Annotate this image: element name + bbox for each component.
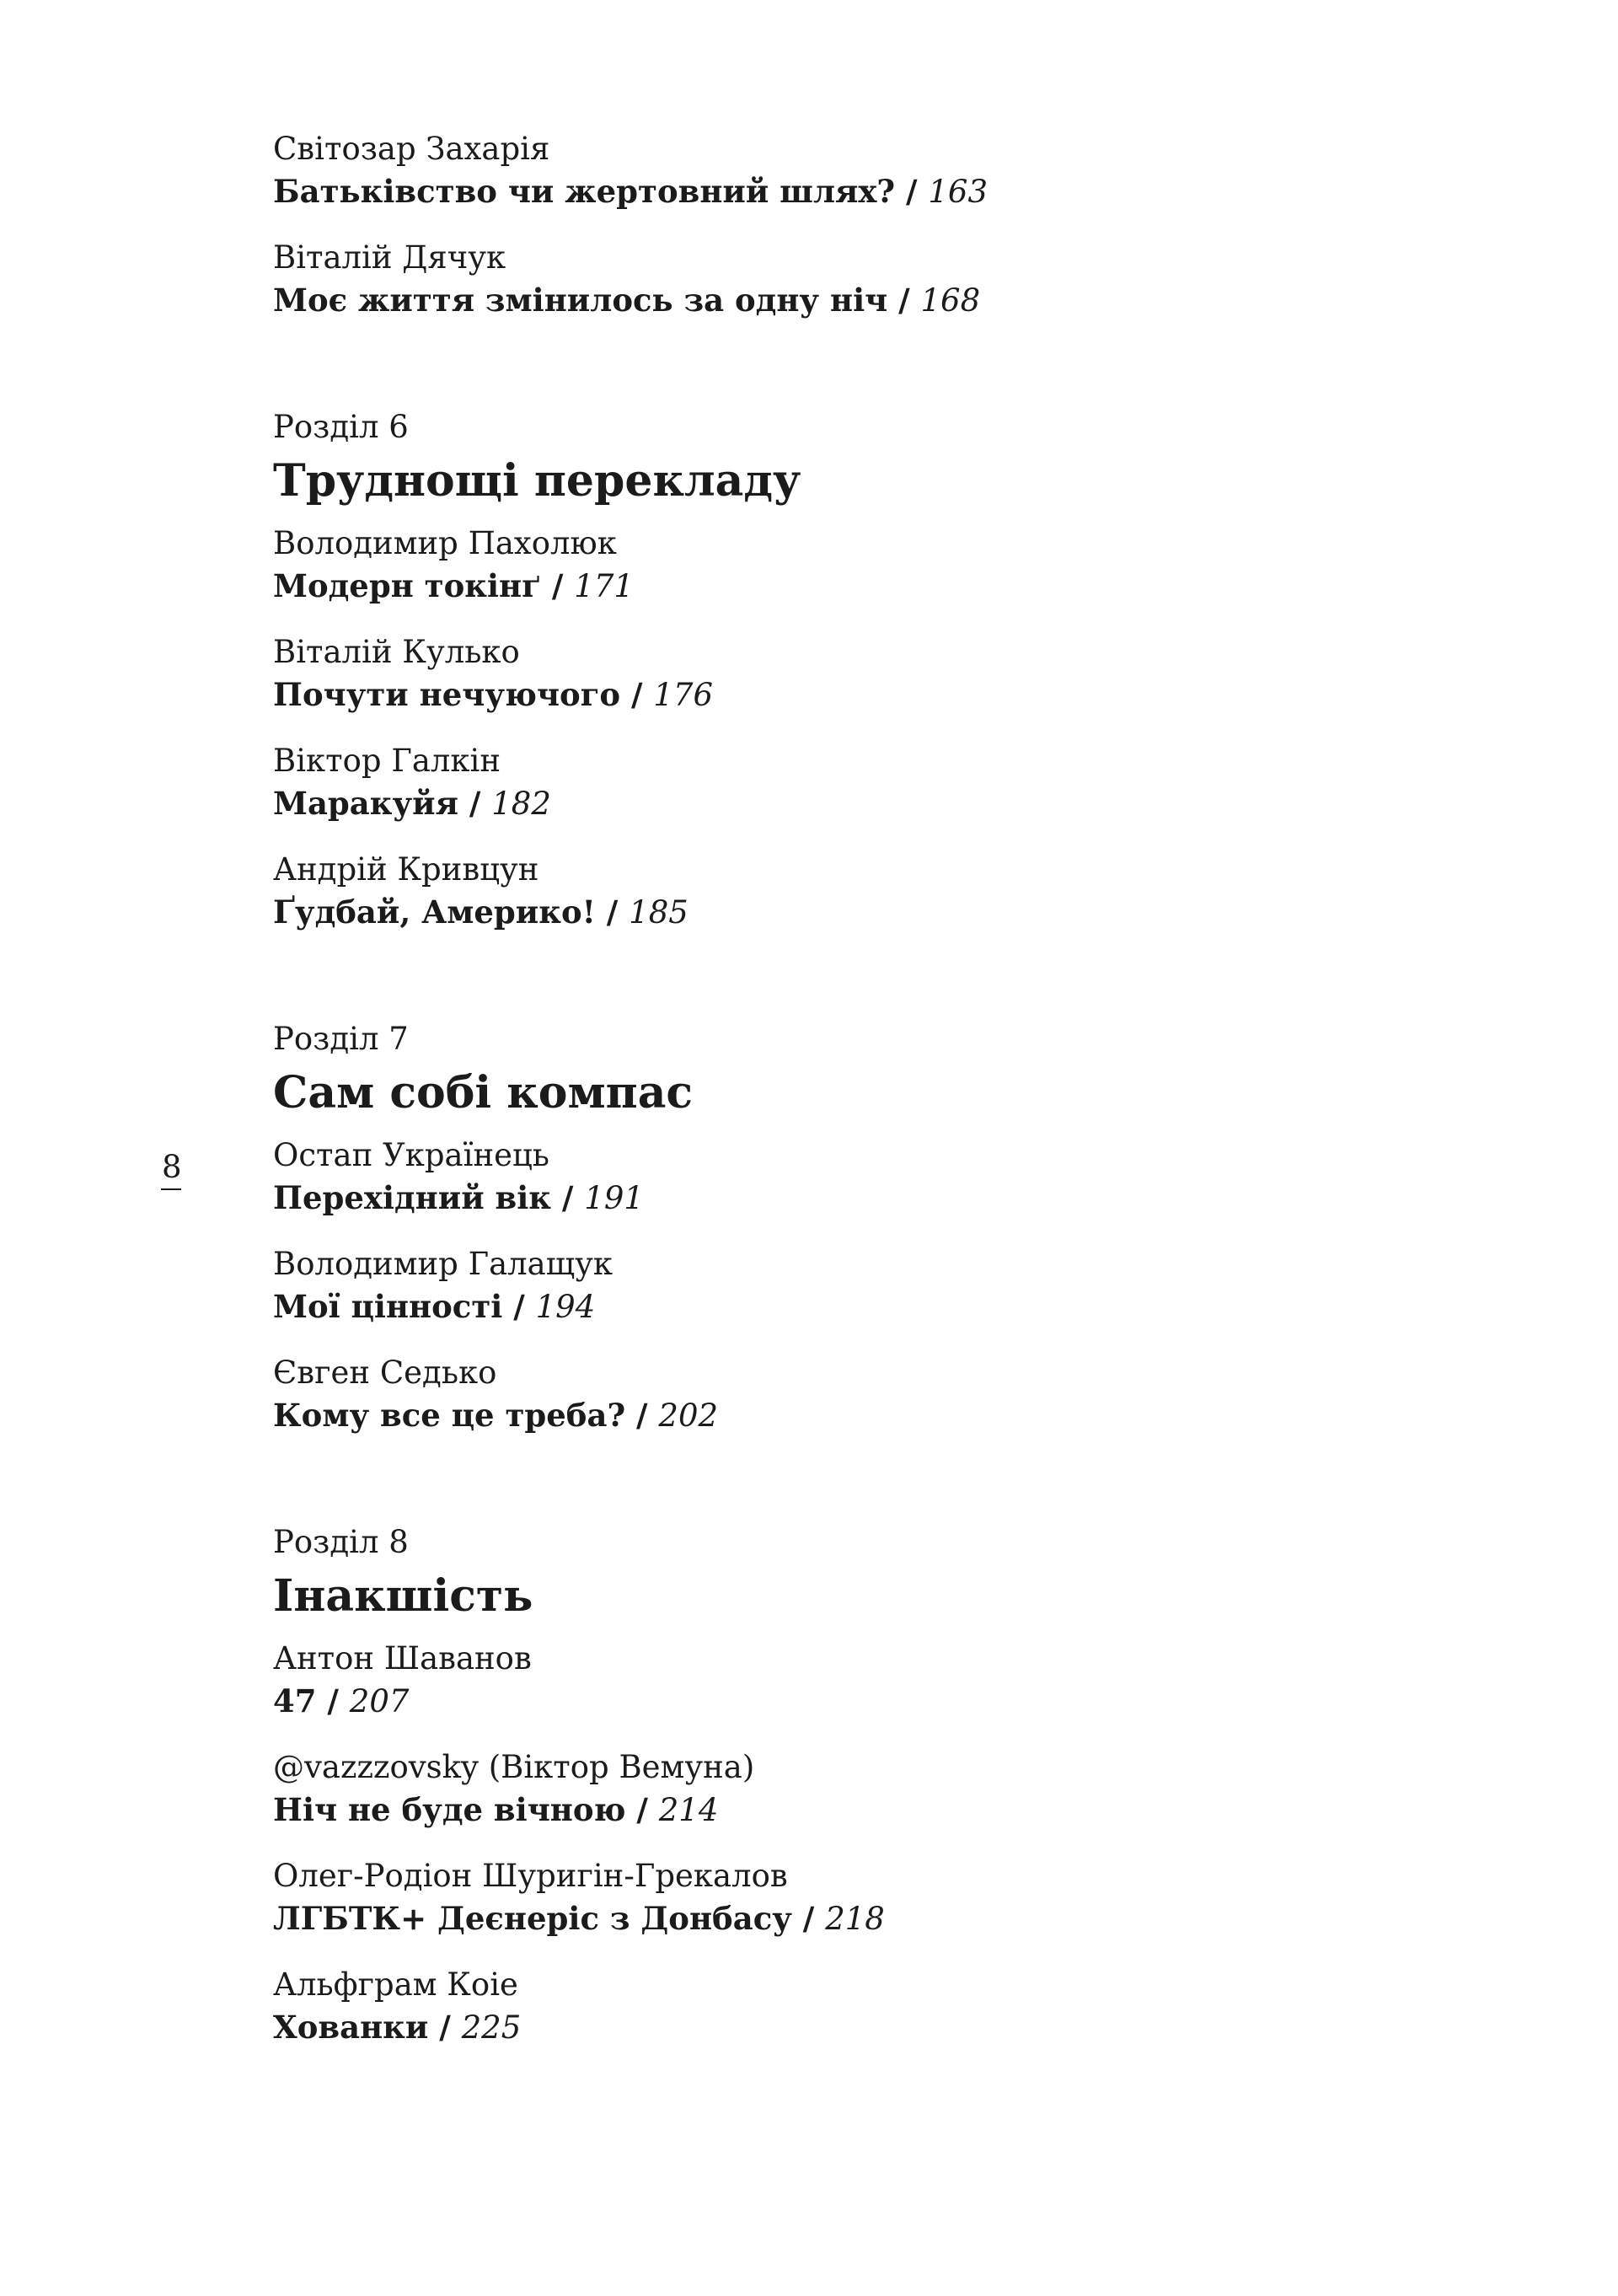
entry-title-line [273,565,1453,608]
entry-page: 207 [349,1683,410,1719]
entry-author: Євген Седько [273,1355,497,1391]
entry-author: Віталій Кулько [273,634,520,670]
entry-separator: / [316,1682,350,1719]
entry-separator: / [895,173,929,210]
entry-page: 182 [491,786,551,822]
entry-title: Модерн токінґ [273,567,541,604]
toc-entry[interactable] [273,523,1453,608]
entry-page: 194 [535,1289,596,1325]
entry-title-line [273,1789,1453,1832]
entry-separator: / [541,567,575,604]
entry-title: Хованки [273,2009,429,2046]
entry-page: 225 [461,2009,522,2046]
section-label: Розділ 7 [273,1021,409,1057]
entry-title-line [273,1680,1453,1723]
entry-separator: / [428,2009,462,2046]
entry-author: Світозар Захарія [273,131,550,167]
entry-author: Володимир Галащук [273,1246,613,1282]
entry-separator: / [502,1288,536,1325]
entry-title: Маракуйя [273,785,458,822]
entry-separator: / [887,282,921,319]
entry-separator: / [595,893,630,931]
toc-entry[interactable] [273,1964,1453,2049]
entry-author: Андрій Кривцун [273,851,539,888]
entry-separator: / [625,1791,659,1828]
entry-separator: / [625,1397,659,1434]
toc-entry[interactable] [273,1638,1453,1723]
entry-author: Альфграм Коіе [273,1966,518,2003]
entry-page: 163 [928,174,988,210]
entry-page: 171 [574,568,634,604]
entry-separator: / [620,676,654,713]
toc-entry[interactable] [273,1243,1453,1328]
entry-author: Віктор Галкін [273,743,501,779]
entry-author: Олег-Родіон Шуригін-Грекалов [273,1858,788,1894]
toc-entry[interactable] [273,740,1453,825]
entry-title-line [273,1394,1453,1437]
toc-entry[interactable] [273,631,1453,716]
entry-page: 176 [653,677,713,713]
entry-title-line [273,1897,1453,1940]
entry-author: Володимир Пахолюк [273,525,617,561]
toc-entry[interactable] [273,128,1453,213]
entry-page: 214 [658,1792,719,1828]
entry-title: Моє життя змінилось за одну ніч [273,282,888,319]
entry-title: Почути нечуючого [273,676,621,713]
entry-title-line [273,891,1453,934]
entry-title-line [273,1177,1453,1220]
toc-entry[interactable] [273,849,1453,934]
entry-separator: / [458,785,492,822]
toc-entry[interactable] [273,1352,1453,1437]
entry-page: 168 [920,282,981,319]
entry-author: Антон Шаванов [273,1640,532,1676]
section-8 [273,1521,1453,2049]
toc-entry[interactable] [273,1135,1453,1220]
entry-title: ЛГБТК+ Деєнеріс з Донбасу [273,1900,792,1937]
entry-title-line [273,782,1453,825]
section-title: Труднощі перекладу [273,455,801,507]
entry-title: Перехідний вік [273,1179,552,1216]
page-number-rule [161,1188,181,1190]
section-6 [273,406,1453,934]
entry-page: 191 [584,1180,644,1216]
section-title: Інакшість [273,1570,533,1622]
entry-page: 185 [629,894,688,931]
entry-author: @vazzzovsky (Віктор Вемуна) [273,1749,755,1785]
entry-separator: / [551,1179,585,1216]
entry-title-line [273,279,1453,322]
entry-title: Батьківство чи жертовний шлях? [273,173,896,210]
entry-title: 47 [273,1682,317,1719]
entry-title-line [273,673,1453,716]
toc-entry[interactable] [273,237,1453,322]
section-title: Сам собі компас [273,1067,694,1118]
entry-title: Ґудбай, Америко! [273,893,596,931]
entry-title-line [273,170,1453,213]
entry-title-line [273,1285,1453,1328]
table-of-contents [273,128,1453,2073]
page-number: 8 [162,1149,182,1185]
toc-entry[interactable] [273,1746,1453,1832]
entry-author: Остап Українець [273,1137,549,1173]
section-7 [273,1018,1453,1437]
entry-title: Кому все це треба? [273,1397,626,1434]
entry-page: 202 [658,1397,719,1434]
entry-title: Мої цінності [273,1288,503,1325]
entry-page: 218 [825,1901,885,1937]
section-label: Розділ 8 [273,1524,409,1560]
toc-entry[interactable] [273,1855,1453,1940]
entry-separator: / [791,1900,826,1937]
entry-author: Віталій Дячук [273,239,506,276]
section-label: Розділ 6 [273,409,409,445]
entry-title-line [273,2006,1453,2049]
entry-title: Ніч не буде вічною [273,1791,626,1828]
